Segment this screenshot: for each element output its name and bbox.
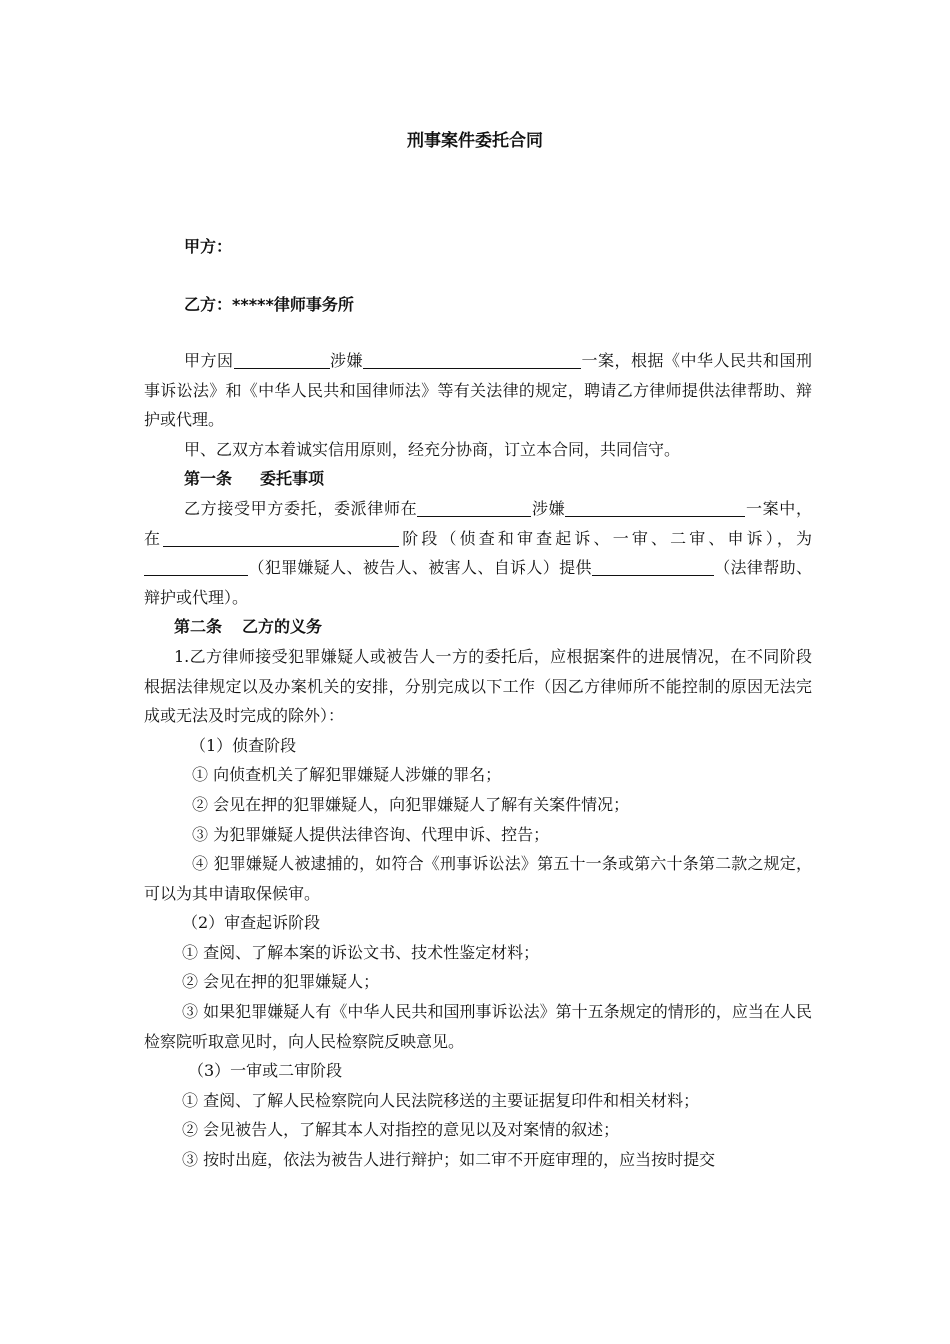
party-b-line: 乙方：*****律师事务所 bbox=[184, 295, 354, 314]
article-1-paragraph: 乙方接受甲方委托，委派律师在 涉嫌 一案中，在 阶段（侦查和审查起诉、一审、二审、申诉），为（犯罪嫌疑人、被告人、被害人、自诉人）提供 （法律帮助、辩护或代理）。 bbox=[144, 498, 812, 607]
list-item: ③ 如果犯罪嫌疑人有《中华人民共和国刑事诉讼法》第十五条规定的情形的，应当在人民检察院听取意见时，向人民检察院反映意见。 bbox=[144, 1002, 812, 1051]
article-1-heading: 第一条 委托事项 bbox=[184, 469, 325, 489]
charge-blank[interactable] bbox=[363, 351, 581, 369]
lawyer-blank[interactable] bbox=[417, 499, 531, 517]
list-item: ② 会见被告人，了解其本人对指控的意见以及对案情的叙述； bbox=[182, 1120, 620, 1140]
stage-1-heading: （1）侦查阶段 bbox=[190, 735, 297, 755]
stage-blank[interactable] bbox=[163, 529, 399, 547]
page-title: 刑事案件委托合同 bbox=[407, 131, 543, 151]
list-item: ① 查阅、了解本案的诉讼文书、技术性鉴定材料； bbox=[182, 942, 540, 962]
list-item: ④ 犯罪嫌疑人被逮捕的，如符合《刑事诉讼法》第五十一条或第六十条第二款之规定，可以为其申请取保候审。 bbox=[144, 854, 812, 903]
contract-body bbox=[144, 346, 812, 1175]
list-item: ③ 为犯罪嫌疑人提供法律咨询、代理申诉、控告； bbox=[192, 824, 550, 844]
list-item: ② 会见在押的犯罪嫌疑人，向犯罪嫌疑人了解有关案件情况； bbox=[192, 794, 630, 814]
preamble-paragraph: 甲方因 涉嫌 一案，根据《中华人民共和国刑事诉讼法》和《中华人民共和国律师法》等有关法律的规定，聘请乙方律师提供法律帮助、辩护或代理。 bbox=[144, 351, 812, 430]
article-2-intro: 1.乙方律师接受犯罪嫌疑人或被告人一方的委托后，应根据案件的进展情况，在不同阶段根据法律规定以及办案机关的安排，分别完成以下工作（因乙方律师所不能控制的原因无法完成或无法及时完成的除外）： bbox=[144, 646, 812, 726]
stage-3-heading: （3）一审或二审阶段 bbox=[188, 1061, 343, 1081]
article-2-heading: 第二条 乙方的义务 bbox=[174, 617, 323, 637]
principle-paragraph: 甲、乙双方本着诚实信用原则，经充分协商，订立本合同，共同信守。 bbox=[184, 439, 681, 459]
list-item: ② 会见在押的犯罪嫌疑人； bbox=[182, 972, 380, 992]
list-item: ① 向侦查机关了解犯罪嫌疑人涉嫌的罪名； bbox=[192, 765, 502, 785]
stage-2-heading: （2）审查起诉阶段 bbox=[182, 913, 321, 933]
offender-blank[interactable] bbox=[234, 351, 330, 369]
party-a-line: 甲方： bbox=[184, 237, 233, 256]
client-role-blank[interactable] bbox=[144, 558, 248, 576]
list-item: ③ 按时出庭，依法为被告人进行辩护；如二审不开庭审理的，应当按时提交 bbox=[182, 1150, 716, 1170]
case-charge-blank[interactable] bbox=[565, 499, 745, 517]
service-type-blank[interactable] bbox=[592, 558, 714, 576]
list-item: ① 查阅、了解人民检察院向人民法院移送的主要证据复印件和相关材料； bbox=[182, 1090, 700, 1110]
